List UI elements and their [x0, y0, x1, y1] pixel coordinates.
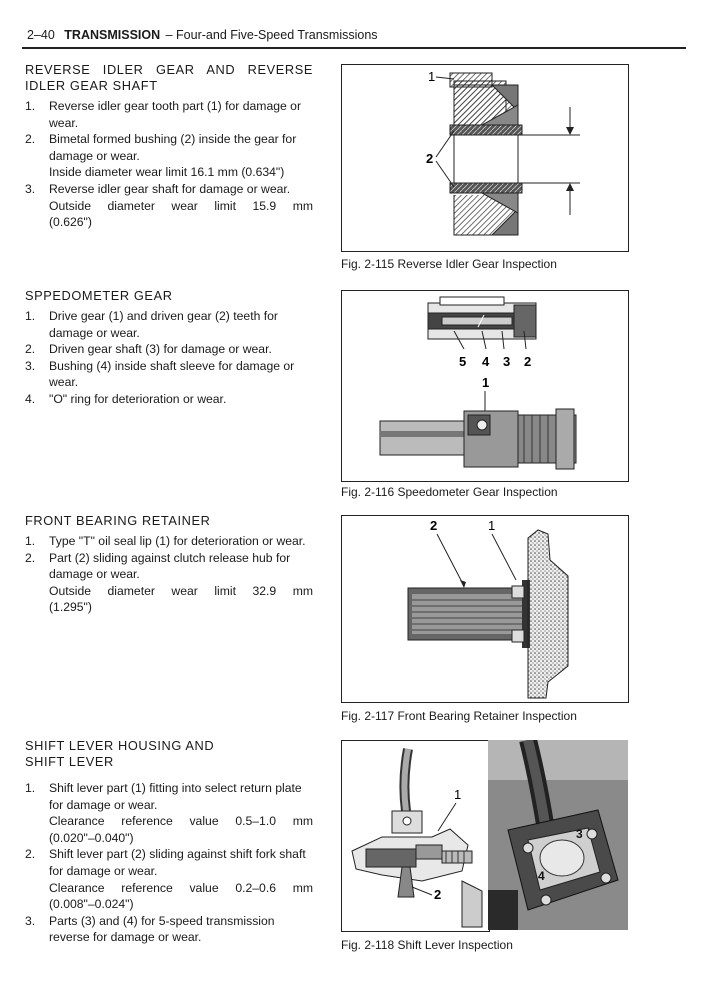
list-item: 2. Bimetal formed bushing (2) inside the gear for damage or wear. Inside diameter wear limit 16.1 mm (0.634") — [25, 132, 297, 180]
list-item: 2. Part (2) sliding against clutch release hub for damage or wear. Outside diameter wear limit 32.9 mm (1.295") — [25, 550, 313, 615]
shift-lever-photo-image — [488, 740, 628, 930]
list-item: 1. Type "T" oil seal lip (1) for deterioration or wear. — [25, 534, 306, 548]
figure-shift-lever-drawing — [341, 740, 490, 932]
section-shift-lever — [25, 738, 313, 946]
callout-3: 3 — [503, 354, 511, 369]
figure-speedometer-gear — [341, 290, 629, 482]
speedometer-gear-drawing — [342, 291, 628, 481]
shift-lever-photo — [488, 740, 628, 930]
callout-4: 4 — [482, 354, 490, 369]
inspection-list — [25, 98, 313, 231]
callout-2: 2 — [434, 887, 442, 902]
section-speedometer-gear — [25, 288, 313, 408]
figure-caption: Fig. 2-116 Speedometer Gear Inspection — [341, 485, 558, 499]
callout-1: 1 — [488, 518, 496, 533]
list-item: 3. Bushing (4) inside shaft sleeve for damage or wear. — [25, 358, 295, 390]
section-front-bearing-retainer — [25, 513, 313, 616]
header-rule — [22, 47, 686, 49]
figure-front-bearing-retainer — [341, 515, 629, 703]
chapter-subtitle: – Four-and Five-Speed Transmissions — [165, 28, 378, 42]
callout-2: 2 — [430, 518, 438, 533]
chapter-title: TRANSMISSION — [64, 28, 161, 42]
section-heading: SHIFT LEVER HOUSING AND SHIFT LEVER — [25, 738, 215, 769]
page-header — [27, 28, 683, 42]
section-heading: SPPEDOMETER GEAR — [25, 288, 173, 303]
callout-4: 4 — [538, 869, 545, 883]
list-item: 2. Driven gear shaft (3) for damage or wear. — [25, 342, 272, 357]
figure-caption: Fig. 2-115 Reverse Idler Gear Inspection — [341, 257, 557, 271]
list-item: 3. Parts (3) and (4) for 5-speed transmission reverse for damage or wear. — [25, 913, 275, 945]
inspection-list — [25, 780, 313, 946]
list-item: 2. Shift lever part (2) sliding against shift fork shaft for damage or wear. Clearance reference value 0.2–0.6 mm (0.008"–0.024") — [25, 847, 313, 912]
page-number: 2–40 — [27, 28, 55, 42]
callout-3: 3 — [576, 827, 583, 841]
shift-lever-drawing — [342, 741, 489, 931]
figure-caption: Fig. 2-117 Front Bearing Retainer Inspection — [341, 709, 577, 723]
callout-2: 2 — [426, 151, 434, 166]
list-item: 3. Reverse idler gear shaft for damage or wear. Outside diameter wear limit 15.9 mm (0.626") — [25, 181, 313, 230]
section-heading: FRONT BEARING RETAINER — [25, 513, 211, 528]
figure-reverse-idler-gear — [341, 64, 629, 252]
callout-1: 1 — [454, 787, 462, 802]
inspection-list — [25, 308, 313, 408]
list-item: 4. "O" ring for deterioration or wear. — [25, 391, 227, 406]
inspection-list — [25, 533, 313, 616]
callout-5: 5 — [459, 354, 467, 369]
callout-2: 2 — [524, 354, 532, 369]
section-heading: REVERSE IDLER GEAR AND REVERSE IDLER GEAR SHAFT — [25, 62, 313, 93]
section-reverse-idler — [25, 62, 313, 231]
callout-1: 1 — [428, 69, 436, 84]
list-item: 1. Reverse idler gear tooth part (1) for damage or wear. — [25, 99, 301, 130]
callout-1: 1 — [482, 375, 490, 390]
idler-gear-drawing — [342, 65, 628, 251]
figure-caption: Fig. 2-118 Shift Lever Inspection — [341, 938, 513, 952]
list-item: 1. Shift lever part (1) fitting into select return plate for damage or wear. Clearance reference value 0.5–1.0 mm (0.020"–0.040") — [25, 781, 313, 845]
bearing-retainer-drawing — [342, 516, 628, 702]
list-item: 1. Drive gear (1) and driven gear (2) teeth for damage or wear. — [25, 309, 278, 340]
